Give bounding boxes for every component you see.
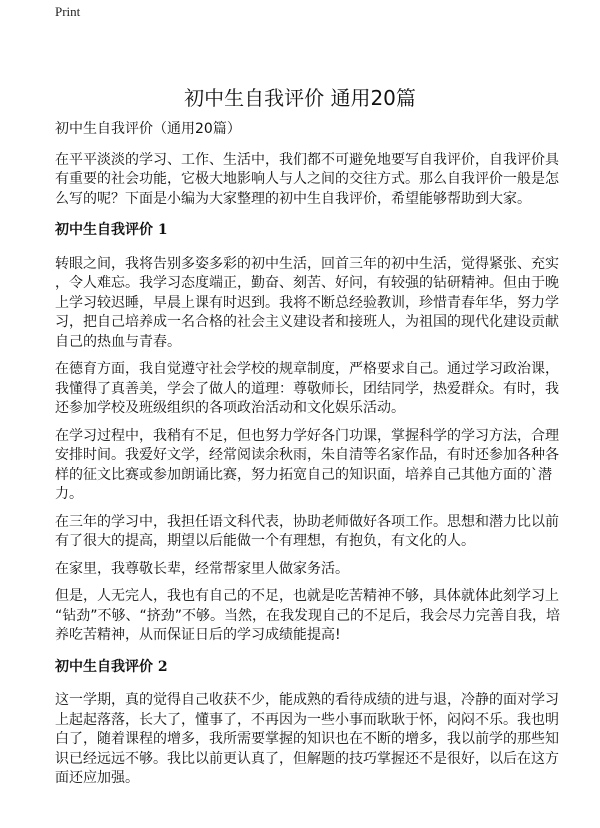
- paragraph: [55, 513, 559, 552]
- text-line: 样的征文比赛或参加朗诵比赛，努力拓宽自己的知识面，培养自己其他方面的`潜: [55, 466, 552, 483]
- text-line: 力。: [55, 486, 83, 502]
- text-line: 在学习过程中，我稍有不足，但也努力学好各门功课，掌握科学的学习方法，合理: [55, 427, 559, 444]
- text-line: 在德育方面，我自觉遵守社会学校的规章制度，严格要求自己。通过学习政治课，: [55, 361, 559, 377]
- text-line: 有了很大的提高，期望以后能做一个有理想，有抱负，有文化的人。: [55, 533, 475, 549]
- text-line: 有重要的社会功能，它极大地影响人与人之间的交往方式。那么自我评价一般是怎: [55, 171, 559, 187]
- text-line: “钻劲”不够、“挤劲”不够。当然，在我发现自己的不足后，我会尽力完善自我，培: [55, 607, 561, 624]
- text-line: 白了，随着课程的增多，我所需要掌握的知识也在不断的增多，我以前学的那些知: [55, 731, 559, 747]
- text-line: 上学习较迟睡，早晨上课有时迟到。我将不断总经验教训，珍惜青春年华，努力学: [55, 294, 559, 311]
- paragraph: [55, 360, 559, 419]
- text-line: 转眼之间，我将告别多姿多彩的初中生活，回首三年的初中生活，觉得紧张、充实: [55, 255, 559, 272]
- text-line: 上起起落落，长大了，懂事了，不再因为一些小事而耿耿于怀，闷闷不乐。我也明: [55, 711, 559, 728]
- section-heading: 初中生自我评价 2: [55, 658, 168, 675]
- paragraph: [55, 151, 559, 210]
- text-line: 么写的呢？下面是小编为大家整理的初中生自我评价，希望能够帮助到大家。: [55, 190, 531, 207]
- page-title: 初中生自我评价 通用20篇: [184, 86, 416, 110]
- paragraph: [55, 587, 561, 646]
- document-subtitle: 初中生自我评价（通用20篇）: [55, 121, 241, 137]
- text-line: 在平平淡淡的学习、工作、生活中，我们都不可避免地要写自我评价，自我评价具: [55, 151, 559, 168]
- text-line: 识已经远远不够。我比以前更认真了，但解题的技巧掌握还不是很好，以后在这方: [55, 750, 559, 767]
- document-body: [55, 120, 561, 797]
- paragraph: [55, 427, 559, 505]
- text-line: 面还应加强。: [55, 770, 139, 786]
- text-line: 这一学期，真的觉得自己收获不少，能成熟的看待成绩的进与退，冷静的面对学习: [55, 692, 559, 708]
- paragraph: [55, 255, 559, 353]
- text-line: 自己的热血与青春。: [55, 333, 181, 350]
- text-line: 养吃苦精神，从而保证日后的学习成绩能提高!: [55, 627, 341, 643]
- text-line: 但是，人无完人，我也有自己的不足，也就是吃苦精神不够，具体就体此刻学习上: [55, 588, 559, 604]
- section-heading: 初中生自我评价 1: [55, 222, 168, 238]
- text-line: 在家里，我尊敬长辈，经常帮家里人做家务活。: [55, 560, 349, 577]
- text-line: ，令人难忘。我学习态度端正，勤奋、刻苦、好问，有较强的钻研精神。但由于晚: [55, 275, 559, 291]
- text-line: 在三年的学习中，我担任语文科代表，协助老师做好各项工作。思想和潜力比以前: [55, 513, 559, 530]
- text-line: 习，把自己培养成一名合格的社会主义建设者和接班人，为祖国的现代化建设贡献: [55, 314, 559, 330]
- text-line: 还参加学校及班级组织的各项政治活动和文化娱乐活动。: [55, 400, 405, 416]
- text-line: 安排时间。我爱好文学，经常阅读余秋雨，朱自清等名家作品，有时还参加各种各: [55, 447, 559, 463]
- paragraph: [55, 560, 555, 580]
- paragraph: [55, 691, 559, 789]
- text-line: 我懂得了真善美，学会了做人的道理：尊敬师长，团结同学，热爱群众。有时，我: [55, 380, 559, 397]
- print-link[interactable]: Print: [55, 4, 81, 19]
